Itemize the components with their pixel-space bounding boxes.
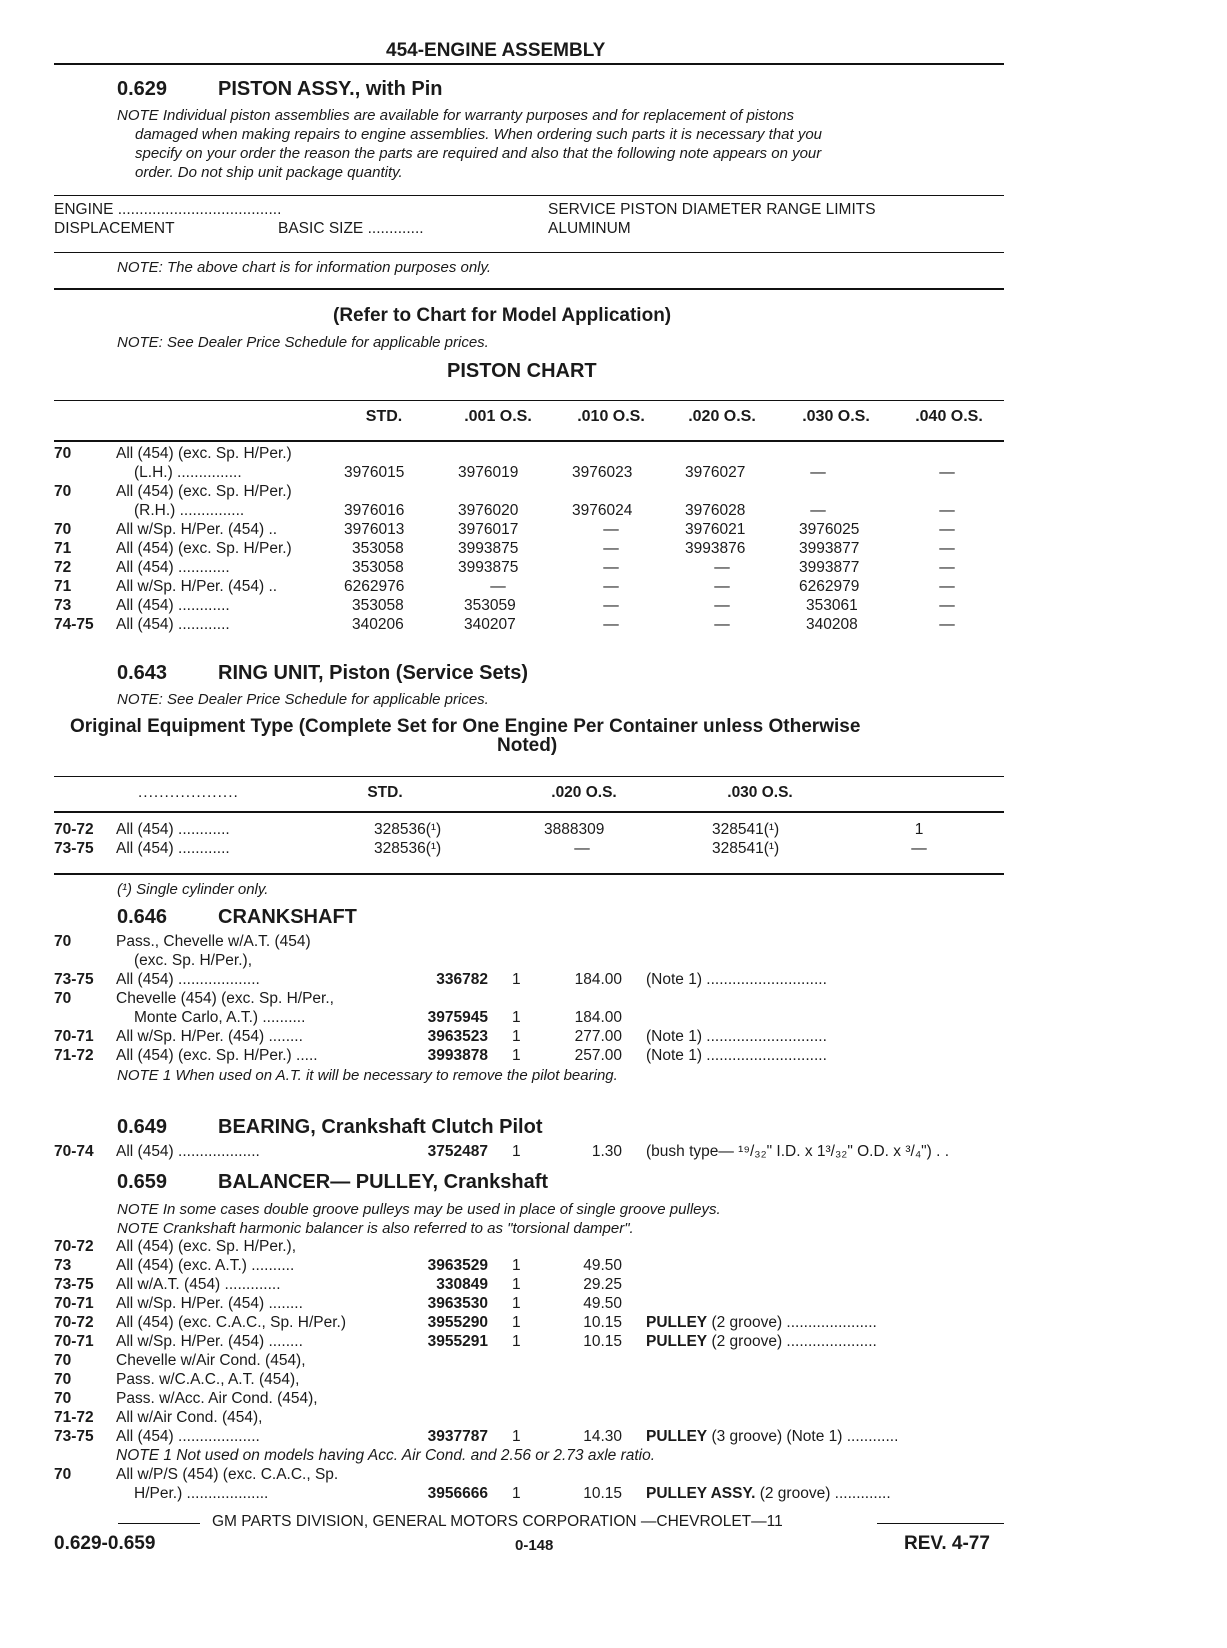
price: 10.15 <box>583 1485 622 1502</box>
remark-item: PULLEY <box>646 1314 708 1331</box>
description: All (454) ............ <box>116 597 230 614</box>
col-header: .040 O.S. <box>915 408 983 425</box>
cell: — <box>714 578 730 595</box>
cell: — <box>939 616 955 633</box>
table-row <box>54 840 1004 859</box>
year: 70-72 <box>54 1314 94 1331</box>
cell: — <box>603 578 619 595</box>
part-number: 336782 <box>436 971 488 988</box>
col-header: STD. <box>365 408 403 425</box>
balancer-note: NOTE In some cases double groove pulleys may be used in place of single groove pulleys. <box>117 1201 721 1218</box>
description: (L.H.) ............... <box>134 464 242 481</box>
cell: 340208 <box>806 616 858 633</box>
year: 72 <box>54 559 72 576</box>
table-row <box>54 1009 1004 1028</box>
cell: 3976028 <box>685 502 746 519</box>
col-header: .001 O.S. <box>464 408 532 425</box>
table-row <box>54 616 1004 635</box>
price: 10.15 <box>583 1333 622 1350</box>
rule <box>54 440 1004 442</box>
cell: — <box>939 464 955 481</box>
table-row <box>54 445 1004 464</box>
cell: 328536(¹) <box>374 821 442 838</box>
ring-section-title: RING UNIT, Piston (Service Sets) <box>218 662 529 684</box>
table-row <box>54 540 1004 559</box>
balancer-section-title: BALANCER— PULLEY, Crankshaft <box>218 1171 549 1193</box>
chart-head-displacement: DISPLACEMENT <box>54 220 175 237</box>
price-note: NOTE: See Dealer Price Schedule for applicable prices. <box>117 334 489 351</box>
description: All (454) ............ <box>116 821 230 838</box>
footer-section-range: 0.629-0.659 <box>54 1533 156 1554</box>
description: All w/Air Cond. (454), <box>116 1409 263 1426</box>
table-row <box>54 1333 1004 1352</box>
ring-footnote: (¹) Single cylinder only. <box>117 881 269 898</box>
price: 184.00 <box>574 1009 622 1026</box>
year: 70-71 <box>54 1333 94 1350</box>
piston-note-line: NOTE Individual piston assemblies are available for warranty purposes and for replacement of pistons <box>117 107 795 124</box>
part-number: 3752487 <box>427 1143 488 1160</box>
year: 70-71 <box>54 1295 94 1312</box>
info-note: NOTE: The above chart is for information purposes only. <box>117 259 492 276</box>
piston-chart-header <box>54 408 1004 427</box>
quantity: 1 <box>512 1276 521 1293</box>
col-header: STD. <box>367 784 403 801</box>
table-row <box>54 1466 1004 1485</box>
rule <box>54 873 1004 875</box>
description: All (454) (exc. Sp. H/Per.) <box>116 483 292 500</box>
table-row <box>54 597 1004 616</box>
cell: 3976019 <box>458 464 519 481</box>
price: 14.30 <box>583 1428 622 1445</box>
remark-item: PULLEY <box>646 1333 708 1350</box>
table-row <box>54 1428 1004 1447</box>
cell: — <box>939 521 955 538</box>
cell: — <box>939 597 955 614</box>
cell: — <box>490 578 506 595</box>
cell: — <box>714 559 730 576</box>
year: 71-72 <box>54 1047 94 1064</box>
cell: 340206 <box>352 616 404 633</box>
year: 70 <box>54 1352 72 1369</box>
cell: — <box>603 521 619 538</box>
remarks <box>646 1047 827 1065</box>
header-rule <box>54 63 1004 65</box>
cell: 340207 <box>464 616 516 633</box>
table-row <box>54 1028 1004 1047</box>
description: Monte Carlo, A.T.) .......... <box>134 1009 306 1026</box>
piston-note-line: specify on your order the reason the parts are required and also that the following note appears on your <box>135 145 822 162</box>
rule <box>54 252 1004 253</box>
description: All (454) (exc. A.T.) .......... <box>116 1257 295 1274</box>
year: 70 <box>54 483 72 500</box>
quantity: 1 <box>512 1009 521 1026</box>
cell: — <box>714 616 730 633</box>
year: 71 <box>54 578 72 595</box>
cell: 328536(¹) <box>374 840 442 857</box>
table-row <box>54 1276 1004 1295</box>
part-number: 3956666 <box>427 1485 488 1502</box>
remark-text: (3 groove) (Note 1) ............ <box>707 1428 899 1445</box>
cell: 353059 <box>464 597 516 614</box>
bearing-section-code: 0.649 <box>117 1116 168 1138</box>
description: (exc. Sp. H/Per.), <box>134 952 253 969</box>
description: All (454) ............ <box>116 616 230 633</box>
year: 71 <box>54 540 72 557</box>
description: All (454) ................... <box>116 1428 260 1445</box>
piston-note-line: order. Do not ship unit package quantity. <box>135 164 403 181</box>
year: 71-72 <box>54 1409 94 1426</box>
refer-heading: (Refer to Chart for Model Application) <box>333 305 672 326</box>
remarks <box>646 1428 898 1446</box>
cell: 3976023 <box>572 464 633 481</box>
year: 73 <box>54 1257 72 1274</box>
piston-chart-title: PISTON CHART <box>447 360 597 382</box>
description: All (454) (exc. Sp. H/Per.), <box>116 1238 297 1255</box>
quantity: 1 <box>512 1028 521 1045</box>
table-row <box>54 1257 1004 1276</box>
chart-head-aluminum: ALUMINUM <box>548 220 631 237</box>
table-row <box>54 952 1004 971</box>
price: 49.50 <box>583 1295 622 1312</box>
description: All w/Sp. H/Per. (454) .. <box>116 521 278 538</box>
footer-revision: REV. 4-77 <box>904 1533 990 1554</box>
quantity: 1 <box>512 1295 521 1312</box>
table-row <box>54 821 1004 840</box>
table-row <box>54 1409 1004 1428</box>
remark-text: (2 groove) ..................... <box>707 1314 877 1331</box>
description: H/Per.) ................... <box>134 1485 269 1502</box>
price: 1.30 <box>591 1143 622 1160</box>
crank-section-code: 0.646 <box>117 906 168 928</box>
cell: 3993876 <box>685 540 746 557</box>
piston-section-code: 0.629 <box>117 78 168 100</box>
cell: — <box>603 597 619 614</box>
footer-publisher: GM PARTS DIVISION, GENERAL MOTORS CORPORATION —CHEVROLET—11 <box>212 1513 783 1530</box>
cell: 3993875 <box>458 540 519 557</box>
cell: — <box>939 502 955 519</box>
remarks <box>646 1143 949 1161</box>
price: 49.50 <box>583 1257 622 1274</box>
crank-section-title: CRANKSHAFT <box>218 906 357 928</box>
remark-text: (bush type— ¹⁹/₃₂" I.D. x 1³/₃₂" O.D. x ³/₄") . . <box>646 1143 950 1160</box>
description: Chevelle w/Air Cond. (454), <box>116 1352 306 1369</box>
cell: — <box>939 578 955 595</box>
part-number: 3963530 <box>427 1295 488 1312</box>
note: NOTE 1 Not used on models having Acc. Air Cond. and 2.56 or 2.73 axle ratio. <box>116 1447 656 1464</box>
part-number: 3993878 <box>427 1047 488 1064</box>
quantity: 1 <box>512 1143 521 1160</box>
cell: 3976017 <box>458 521 519 538</box>
description: Chevelle (454) (exc. Sp. H/Per., <box>116 990 334 1007</box>
remarks <box>646 1333 877 1351</box>
note-row <box>54 1447 1004 1466</box>
year: 70-74 <box>54 1143 94 1160</box>
remark-text: (Note 1) ............................ <box>646 971 827 988</box>
cell: 6262976 <box>344 578 405 595</box>
remarks <box>646 1485 891 1503</box>
col-header: .020 O.S. <box>551 784 617 801</box>
description: (R.H.) ............... <box>134 502 245 519</box>
page-title: 454-ENGINE ASSEMBLY <box>386 40 606 61</box>
leader-dots: ................... <box>138 784 239 801</box>
part-number: 3975945 <box>427 1009 488 1026</box>
balancer-note: NOTE Crankshaft harmonic balancer is also referred to as "torsional damper". <box>117 1220 634 1237</box>
part-number: 3955290 <box>427 1314 488 1331</box>
cell: 328541(¹) <box>712 840 780 857</box>
remarks <box>646 971 827 989</box>
description: All (454) ............ <box>116 559 230 576</box>
col-header: .020 O.S. <box>688 408 756 425</box>
year: 70 <box>54 521 72 538</box>
quantity: 1 <box>512 1257 521 1274</box>
table-row <box>54 483 1004 502</box>
cell: — <box>911 840 927 857</box>
description: All (454) ................... <box>116 1143 260 1160</box>
piston-note-line: damaged when making repairs to engine assemblies. When ordering such parts it is necessary that you <box>135 126 823 143</box>
description: All w/Sp. H/Per. (454) ........ <box>116 1028 303 1045</box>
cell: 3993875 <box>458 559 519 576</box>
cell: 1 <box>914 821 924 838</box>
col-header: .030 O.S. <box>727 784 793 801</box>
table-row <box>54 1143 1004 1162</box>
rule <box>54 195 1004 196</box>
ring-subtitle-cont: Noted) <box>497 735 558 756</box>
description: All w/P/S (454) (exc. C.A.C., Sp. <box>116 1466 339 1483</box>
cell: 3976016 <box>344 502 405 519</box>
remark-item: PULLEY <box>646 1428 708 1445</box>
part-number: 3937787 <box>427 1428 488 1445</box>
cell: — <box>714 597 730 614</box>
year: 73-75 <box>54 840 94 857</box>
quantity: 1 <box>512 971 521 988</box>
remark-item: PULLEY ASSY. <box>646 1485 756 1502</box>
cell: 3976025 <box>799 521 860 538</box>
year: 70 <box>54 445 72 462</box>
part-number: 330849 <box>436 1276 488 1293</box>
year: 73 <box>54 597 72 614</box>
year: 70-72 <box>54 1238 94 1255</box>
description: All w/A.T. (454) ............. <box>116 1276 281 1293</box>
year: 70 <box>54 1371 72 1388</box>
cell: 328541(¹) <box>712 821 780 838</box>
rule <box>54 288 1004 290</box>
year: 73-75 <box>54 1276 94 1293</box>
table-row <box>54 1314 1004 1333</box>
cell: 3976024 <box>572 502 633 519</box>
rule <box>54 811 1004 813</box>
quantity: 1 <box>512 1333 521 1350</box>
table-row <box>54 502 1004 521</box>
footer-rule-right <box>877 1523 1004 1524</box>
ring-section-code: 0.643 <box>117 662 168 684</box>
price: 184.00 <box>574 971 622 988</box>
cell: 3993877 <box>799 540 860 557</box>
table-row <box>54 1371 1004 1390</box>
quantity: 1 <box>512 1485 521 1502</box>
cell: — <box>603 540 619 557</box>
chart-head-basic-size: BASIC SIZE ............. <box>278 220 424 237</box>
year: 74-75 <box>54 616 94 633</box>
chart-head-range: SERVICE PISTON DIAMETER RANGE LIMITS <box>548 201 876 218</box>
remark-text: (2 groove) ............. <box>755 1485 891 1502</box>
quantity: 1 <box>512 1314 521 1331</box>
cell: 3993877 <box>799 559 860 576</box>
footer-rule-left <box>118 1523 200 1524</box>
table-row <box>54 971 1004 990</box>
remarks <box>646 1028 827 1046</box>
year: 70-72 <box>54 821 94 838</box>
bearing-section-title: BEARING, Crankshaft Clutch Pilot <box>218 1116 543 1138</box>
quantity: 1 <box>512 1428 521 1445</box>
remark-text: (Note 1) ............................ <box>646 1047 827 1064</box>
table-row <box>54 1238 1004 1257</box>
description: Pass., Chevelle w/A.T. (454) <box>116 933 311 950</box>
description: All (454) ............ <box>116 840 230 857</box>
chart-head-engine: ENGINE ...................................... <box>54 201 282 218</box>
ring-chart-header <box>54 784 1004 803</box>
crank-note: NOTE 1 When used on A.T. it will be necessary to remove the pilot bearing. <box>117 1067 618 1084</box>
description: All w/Sp. H/Per. (454) .. <box>116 578 278 595</box>
table-row <box>54 990 1004 1009</box>
year: 70 <box>54 1390 72 1407</box>
table-row <box>54 521 1004 540</box>
year: 70 <box>54 990 72 1007</box>
ring-subtitle: Original Equipment Type (Complete Set for One Engine Per Container unless Otherwise <box>70 716 861 737</box>
description: All (454) (exc. Sp. H/Per.) ..... <box>116 1047 318 1064</box>
part-number: 3963529 <box>427 1257 488 1274</box>
year: 73-75 <box>54 1428 94 1445</box>
year: 70 <box>54 1466 72 1483</box>
description: All w/Sp. H/Per. (454) ........ <box>116 1295 303 1312</box>
remark-text: (Note 1) ............................ <box>646 1028 827 1045</box>
price: 277.00 <box>574 1028 622 1045</box>
table-row <box>54 1485 1004 1504</box>
cell: — <box>810 464 826 481</box>
footer-page-number: 0-148 <box>515 1537 554 1554</box>
price: 257.00 <box>574 1047 622 1064</box>
cell: — <box>810 502 826 519</box>
cell: 3888309 <box>544 821 605 838</box>
description: All w/Sp. H/Per. (454) ........ <box>116 1333 303 1350</box>
cell: — <box>939 559 955 576</box>
piston-section-title: PISTON ASSY., with Pin <box>218 78 443 100</box>
cell: 3976020 <box>458 502 519 519</box>
price: 10.15 <box>583 1314 622 1331</box>
cell: — <box>939 540 955 557</box>
cell: — <box>574 840 590 857</box>
cell: 353058 <box>352 540 404 557</box>
description: All (454) (exc. C.A.C., Sp. H/Per.) <box>116 1314 346 1331</box>
description: All (454) (exc. Sp. H/Per.) <box>116 540 292 557</box>
cell: 3976013 <box>344 521 405 538</box>
quantity: 1 <box>512 1047 521 1064</box>
cell: 3976021 <box>685 521 746 538</box>
table-row <box>54 933 1004 952</box>
rule <box>54 400 1004 401</box>
cell: 353058 <box>352 597 404 614</box>
remark-text: (2 groove) ..................... <box>707 1333 877 1350</box>
cell: 353058 <box>352 559 404 576</box>
remarks <box>646 1314 877 1332</box>
cell: 353061 <box>806 597 858 614</box>
table-row <box>54 559 1004 578</box>
table-row <box>54 464 1004 483</box>
table-row <box>54 1352 1004 1371</box>
table-row <box>54 1390 1004 1409</box>
part-number: 3955291 <box>427 1333 488 1350</box>
price: 29.25 <box>583 1276 622 1293</box>
cell: — <box>603 559 619 576</box>
part-number: 3963523 <box>427 1028 488 1045</box>
col-header: .030 O.S. <box>802 408 870 425</box>
description: Pass. w/Acc. Air Cond. (454), <box>116 1390 318 1407</box>
year: 70-71 <box>54 1028 94 1045</box>
description: All (454) ................... <box>116 971 260 988</box>
cell: 3976015 <box>344 464 405 481</box>
description: All (454) (exc. Sp. H/Per.) <box>116 445 292 462</box>
year: 73-75 <box>54 971 94 988</box>
ring-price-note: NOTE: See Dealer Price Schedule for applicable prices. <box>117 691 489 708</box>
year: 70 <box>54 933 72 950</box>
cell: 3976027 <box>685 464 746 481</box>
balancer-section-code: 0.659 <box>117 1171 168 1193</box>
description: Pass. w/C.A.C., A.T. (454), <box>116 1371 300 1388</box>
table-row <box>54 578 1004 597</box>
rule <box>54 776 1004 777</box>
cell: — <box>603 616 619 633</box>
cell: 6262979 <box>799 578 860 595</box>
table-row <box>54 1295 1004 1314</box>
table-row <box>54 1047 1004 1066</box>
col-header: .010 O.S. <box>577 408 645 425</box>
